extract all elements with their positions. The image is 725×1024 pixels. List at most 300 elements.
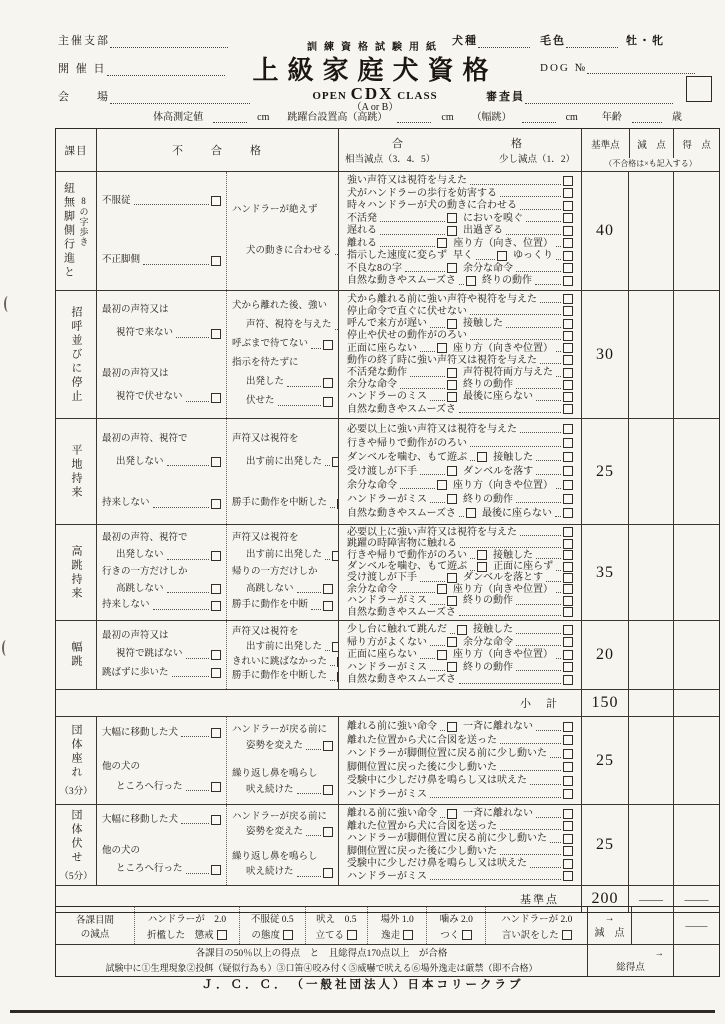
checkbox[interactable]	[563, 584, 573, 594]
checkbox[interactable]	[563, 306, 573, 316]
checkbox[interactable]	[217, 930, 227, 940]
checkbox[interactable]	[211, 551, 221, 561]
option-text: 呼ぶまで待てない	[232, 339, 309, 350]
checkbox[interactable]	[323, 827, 333, 837]
checkbox[interactable]	[563, 424, 573, 434]
dotted-leader	[167, 457, 209, 466]
deduction-row-label-1: 各課目間	[75, 915, 114, 926]
fail-options-cell	[96, 717, 226, 804]
dotted-leader	[167, 551, 209, 560]
option-item	[347, 367, 457, 379]
option-line	[102, 457, 221, 469]
checkbox[interactable]	[562, 930, 572, 940]
checkbox[interactable]	[563, 789, 573, 799]
score-header: 得 点	[673, 129, 719, 158]
option-text: 最後に座らない	[463, 391, 533, 403]
checkbox[interactable]	[447, 319, 457, 329]
checkbox[interactable]	[563, 625, 573, 635]
checkbox[interactable]	[563, 650, 573, 660]
option-item	[347, 306, 573, 318]
deduction-item-text: 立てる	[315, 930, 345, 941]
option-line	[232, 205, 333, 217]
deduction-item-top: 場外 1.0	[380, 914, 414, 925]
pass-header-title: 合 格	[392, 138, 528, 150]
option-item	[347, 748, 573, 760]
score-entry-cell[interactable]	[673, 291, 719, 418]
checkbox[interactable]	[563, 722, 573, 732]
checkbox[interactable]	[211, 601, 221, 611]
dotted-leader	[181, 815, 209, 824]
checkbox[interactable]	[563, 508, 573, 518]
option-item	[232, 320, 338, 332]
deduction-entry-cell[interactable]	[628, 717, 673, 804]
option-line	[347, 527, 573, 538]
checkbox[interactable]	[563, 343, 573, 353]
checkbox[interactable]	[563, 539, 573, 549]
age-unit: 歳	[671, 112, 682, 123]
option-text: 一斉に離れない	[463, 808, 533, 819]
option-text: 余分な命令	[347, 583, 397, 595]
option-line	[347, 424, 573, 436]
option-item	[347, 674, 573, 686]
checkbox[interactable]	[466, 508, 476, 518]
option-line	[232, 827, 333, 839]
dotted-leader	[556, 238, 561, 247]
option-line	[232, 396, 333, 408]
arrow-right-2: →	[654, 948, 664, 959]
checkbox[interactable]	[211, 728, 221, 738]
checkbox[interactable]	[563, 821, 573, 831]
option-item	[102, 567, 221, 579]
checkbox[interactable]	[563, 452, 573, 462]
option-text: 大幅に移動した犬	[102, 814, 179, 825]
age-input[interactable]	[632, 111, 662, 123]
dotted-leader	[430, 319, 445, 328]
checkbox[interactable]	[211, 584, 221, 594]
checkbox[interactable]	[211, 865, 221, 875]
option-line	[102, 668, 221, 680]
deduction-entry-cell[interactable]	[628, 621, 673, 689]
option-line	[347, 584, 573, 595]
judge-stamp-box[interactable]	[686, 76, 712, 102]
checkbox[interactable]	[563, 834, 573, 844]
checkbox[interactable]	[563, 550, 573, 560]
option-text: 余分な命令	[347, 379, 397, 391]
dotted-leader	[134, 196, 209, 205]
checkbox[interactable]	[563, 776, 573, 786]
height-measure-input[interactable]	[213, 111, 247, 123]
option-text: 必要以上に強い声符又は視符を与えた	[347, 526, 517, 538]
option-item	[463, 808, 573, 820]
option-item	[347, 721, 457, 733]
checkbox[interactable]	[563, 294, 573, 304]
checkbox[interactable]	[563, 480, 573, 490]
option-line	[347, 306, 573, 318]
subject-label	[69, 545, 83, 601]
event-date-label: 開 催 日	[58, 63, 107, 75]
venue-field	[58, 88, 250, 104]
dotted-leader	[556, 480, 561, 489]
dotted-leader	[536, 392, 561, 401]
option-line	[347, 343, 573, 355]
checkbox[interactable]	[466, 276, 476, 286]
points-header	[581, 129, 719, 171]
checkbox[interactable]	[447, 368, 457, 378]
option-item	[347, 789, 573, 801]
option-text: 姿勢を変えた	[246, 740, 304, 751]
checkbox[interactable]	[323, 340, 333, 350]
checkbox[interactable]	[211, 782, 221, 792]
judge-input[interactable]	[525, 92, 673, 104]
checkbox[interactable]	[211, 256, 221, 266]
option-item	[102, 392, 221, 404]
option-item	[102, 864, 221, 876]
option-item	[232, 498, 338, 510]
checkbox[interactable]	[447, 573, 457, 583]
score-entry-cell[interactable]	[673, 419, 719, 524]
checkbox[interactable]	[447, 263, 457, 273]
checkbox[interactable]	[563, 494, 573, 504]
age-label: 年齢	[601, 112, 622, 123]
checkbox[interactable]	[563, 859, 573, 869]
checkbox[interactable]	[563, 251, 573, 261]
option-text: 出す前に出発した	[246, 456, 323, 467]
option-line	[102, 864, 221, 876]
option-item	[347, 466, 457, 478]
jump-high-input[interactable]	[397, 111, 431, 123]
option-text: 座り方（向きや位置）	[453, 342, 553, 354]
option-line	[347, 762, 573, 774]
dotted-leader	[330, 672, 335, 681]
option-text: 離れる前に強い命令	[347, 721, 437, 732]
checkbox[interactable]	[347, 930, 357, 940]
dotted-leader	[181, 728, 209, 737]
checkbox[interactable]	[211, 668, 221, 678]
checkbox[interactable]	[211, 815, 221, 825]
option-line	[102, 228, 221, 235]
checkbox[interactable]	[563, 380, 573, 390]
option-item	[232, 377, 333, 389]
dotted-leader	[186, 782, 209, 791]
option-text: 離れる前に強い命令	[347, 808, 437, 819]
option-line	[347, 595, 573, 606]
option-text: ハンドラーがミス	[347, 595, 427, 607]
subject-label	[62, 182, 91, 280]
option-item	[102, 600, 221, 612]
checkbox[interactable]	[477, 550, 487, 560]
checkbox[interactable]	[563, 355, 573, 365]
checkbox[interactable]	[437, 238, 447, 248]
option-line	[347, 294, 573, 306]
option-line	[347, 391, 573, 403]
option-text: ダンベルを噛む、もて遊ぶ	[347, 561, 468, 572]
base-points-cell: 20	[581, 621, 628, 689]
base-total-row-deduction-cell[interactable]: ――	[628, 886, 673, 912]
checkbox[interactable]	[447, 494, 457, 504]
option-item	[347, 275, 476, 287]
table-header-row	[56, 129, 719, 172]
option-item	[232, 627, 333, 639]
score-entry-cell[interactable]	[673, 717, 719, 804]
score-entry-cell[interactable]	[673, 805, 719, 885]
deduction-item-bottom	[316, 927, 358, 941]
checkbox[interactable]	[563, 368, 573, 378]
option-line	[232, 627, 333, 639]
checkbox[interactable]	[563, 596, 573, 606]
deduction-item-bottom	[147, 927, 227, 941]
checkbox[interactable]	[563, 331, 573, 341]
table-row	[56, 717, 719, 805]
checkbox[interactable]	[563, 466, 573, 476]
base-total-row-value-cell: 200	[581, 886, 628, 912]
dotted-leader	[430, 871, 561, 880]
option-text: 行きや帰りで動作がのろい	[347, 549, 467, 561]
dotted-leader	[325, 457, 330, 466]
checkbox[interactable]	[563, 662, 573, 672]
dotted-leader	[556, 650, 561, 659]
checkbox[interactable]	[447, 392, 457, 402]
option-item	[232, 725, 333, 737]
checkbox[interactable]	[447, 596, 457, 606]
subtotal-row-score-cell[interactable]	[673, 690, 719, 716]
option-text: 接触した	[463, 318, 503, 330]
dotted-leader	[330, 657, 335, 666]
checkbox[interactable]	[403, 930, 413, 940]
deduction-item-text: 折檻した 懲戒	[147, 930, 214, 941]
subject-header: 課目	[64, 145, 88, 157]
option-item	[347, 561, 487, 573]
checkbox[interactable]	[563, 809, 573, 819]
checkbox[interactable]	[447, 809, 457, 819]
option-text: ダンベルを噛む、もて遊ぶ	[347, 451, 468, 463]
checkbox[interactable]	[563, 438, 573, 448]
option-line	[102, 328, 221, 340]
checkbox[interactable]	[563, 238, 573, 248]
subject-label	[69, 724, 83, 780]
option-line	[347, 275, 573, 287]
table-row	[56, 291, 719, 419]
jump-wide-label: （幅跳）	[471, 112, 512, 123]
option-text: 座り方（向きや位置）	[453, 649, 553, 661]
checkbox[interactable]	[323, 378, 333, 388]
checkbox[interactable]	[563, 573, 573, 583]
checkbox[interactable]	[563, 392, 573, 402]
option-text: 一斉に離れない	[463, 721, 533, 732]
option-text: 強い声符又は視符を与えた	[347, 175, 467, 187]
host-branch-input[interactable]	[110, 36, 228, 48]
option-line	[347, 735, 573, 747]
checkbox[interactable]	[447, 722, 457, 732]
option-item	[102, 815, 221, 827]
venue-input[interactable]	[110, 92, 250, 104]
score-table	[55, 128, 720, 913]
option-text: 視符で来ない	[116, 328, 174, 339]
total-score-entry-cell[interactable]	[673, 945, 719, 976]
subject-label	[69, 641, 83, 669]
checkbox[interactable]	[563, 675, 573, 685]
dotted-leader	[297, 584, 321, 593]
option-text: 早く	[453, 250, 473, 262]
checkbox[interactable]	[462, 930, 472, 940]
option-item	[347, 175, 573, 187]
checkbox[interactable]	[563, 871, 573, 881]
checkbox[interactable]	[563, 226, 573, 236]
dotted-leader	[516, 494, 561, 503]
option-text: ダンベルを落す	[463, 465, 534, 477]
deduction-dash-cell: ――	[673, 907, 719, 944]
option-line	[232, 769, 333, 781]
checkbox[interactable]	[437, 480, 447, 490]
option-text: 離れる	[347, 237, 377, 249]
deduction-entry-cell[interactable]	[628, 291, 673, 418]
checkbox[interactable]	[563, 176, 573, 186]
option-item	[347, 858, 573, 870]
checkbox[interactable]	[563, 562, 573, 572]
option-line	[232, 657, 333, 669]
base-total-row-score-cell[interactable]: ――	[673, 886, 719, 912]
checkbox[interactable]	[563, 749, 573, 759]
option-item	[232, 550, 338, 562]
checkbox[interactable]	[437, 343, 447, 353]
checkbox[interactable]	[477, 452, 487, 462]
checkbox[interactable]	[211, 196, 221, 206]
option-item	[232, 827, 333, 839]
checkbox[interactable]	[563, 276, 573, 286]
breed-input[interactable]	[478, 36, 530, 48]
checkbox[interactable]	[437, 584, 447, 594]
deduction-entry-cell[interactable]	[628, 172, 673, 290]
checkbox[interactable]	[211, 499, 221, 509]
option-item	[347, 213, 457, 225]
subtotal-row-deduction-cell[interactable]	[628, 690, 673, 716]
checkbox[interactable]	[323, 584, 333, 594]
checkbox[interactable]	[563, 188, 573, 198]
subject-duration: （3分）	[59, 787, 93, 797]
checkbox[interactable]	[563, 607, 573, 617]
option-line	[347, 225, 573, 237]
checkbox[interactable]	[477, 562, 487, 572]
checkbox[interactable]	[323, 785, 333, 795]
dog-no-input[interactable]	[587, 62, 695, 74]
checkbox[interactable]	[323, 868, 333, 878]
checkbox[interactable]	[563, 201, 573, 211]
checkbox[interactable]	[563, 762, 573, 772]
score-entry-cell[interactable]	[673, 621, 719, 689]
option-text: 離れた位置から犬に合図を送った	[347, 820, 497, 832]
subject-text: 幅跳	[70, 641, 82, 669]
checkbox[interactable]	[211, 457, 221, 467]
option-item	[232, 205, 333, 217]
dotted-leader	[450, 625, 455, 634]
option-item	[347, 294, 573, 306]
checkbox[interactable]	[563, 735, 573, 745]
checkbox[interactable]	[563, 263, 573, 273]
checkbox[interactable]	[497, 251, 507, 261]
dotted-leader	[297, 868, 321, 877]
jump-wide-input[interactable]	[522, 111, 556, 123]
checkbox[interactable]	[323, 601, 333, 611]
option-line	[347, 789, 573, 801]
checkbox[interactable]	[457, 625, 467, 635]
option-item	[463, 367, 573, 379]
option-item	[232, 396, 333, 408]
option-text: 自然な動きやスムーズさ	[347, 606, 456, 618]
host-branch-field	[58, 32, 228, 48]
checkbox[interactable]	[323, 741, 333, 751]
venue-label: 会 場	[58, 91, 110, 103]
checkbox[interactable]	[447, 213, 457, 223]
option-item	[463, 263, 573, 275]
table-row	[56, 621, 719, 690]
option-item	[232, 741, 333, 753]
checkbox[interactable]	[211, 393, 221, 403]
checkbox[interactable]	[447, 226, 457, 236]
option-item	[232, 657, 338, 669]
score-entry-cell[interactable]	[673, 172, 719, 290]
option-text: ハンドラーがミス	[347, 870, 427, 882]
passing-criteria-notes	[56, 945, 587, 976]
deduction-entry-cell[interactable]	[631, 907, 673, 944]
option-text: ゆっくり	[513, 250, 553, 262]
checkbox[interactable]	[283, 930, 293, 940]
option-line	[347, 561, 573, 572]
checkbox[interactable]	[211, 329, 221, 339]
checkbox[interactable]	[437, 650, 447, 660]
option-item	[347, 508, 476, 520]
checkbox[interactable]	[563, 527, 573, 537]
color-input[interactable]	[566, 36, 618, 48]
fail-options-cell	[96, 419, 226, 524]
dotted-leader	[167, 584, 209, 593]
option-item	[463, 391, 573, 403]
jump-high-label: 跳躍台設置高（高跳）	[287, 112, 388, 123]
dotted-leader	[500, 821, 561, 830]
checkbox[interactable]	[447, 637, 457, 647]
option-line	[347, 550, 573, 561]
dotted-leader	[530, 859, 561, 868]
deduction-entry-cell[interactable]	[628, 419, 673, 524]
dog-info-field	[452, 32, 665, 48]
dotted-leader	[430, 637, 445, 646]
dotted-leader	[325, 642, 330, 651]
option-line	[347, 494, 573, 506]
option-text: 接触した	[493, 451, 534, 463]
checkbox[interactable]	[447, 662, 457, 672]
checkbox[interactable]	[563, 846, 573, 856]
checkbox[interactable]	[447, 466, 457, 476]
option-text: 繰り返し鼻を鳴らし	[232, 852, 318, 862]
option-text: 最初の声符又は	[102, 630, 169, 641]
checkbox[interactable]	[447, 380, 457, 390]
dotted-leader	[470, 550, 475, 559]
option-item	[347, 808, 457, 820]
option-line	[347, 175, 573, 187]
deduction-item-bottom	[440, 927, 472, 941]
deduction-entry-cell[interactable]	[628, 805, 673, 885]
option-text: 視符で跳ばない	[116, 649, 183, 660]
option-item	[232, 642, 338, 654]
checkbox[interactable]	[563, 637, 573, 647]
option-text: 声符又は視符を	[232, 627, 299, 638]
checkbox[interactable]	[563, 213, 573, 223]
checkbox[interactable]	[563, 404, 573, 414]
checkbox[interactable]	[211, 650, 221, 660]
checkbox[interactable]	[563, 319, 573, 329]
option-item	[102, 255, 221, 267]
checkbox[interactable]	[323, 397, 333, 407]
score-entry-cell[interactable]	[673, 525, 719, 620]
deduction-entry-cell[interactable]	[628, 525, 673, 620]
